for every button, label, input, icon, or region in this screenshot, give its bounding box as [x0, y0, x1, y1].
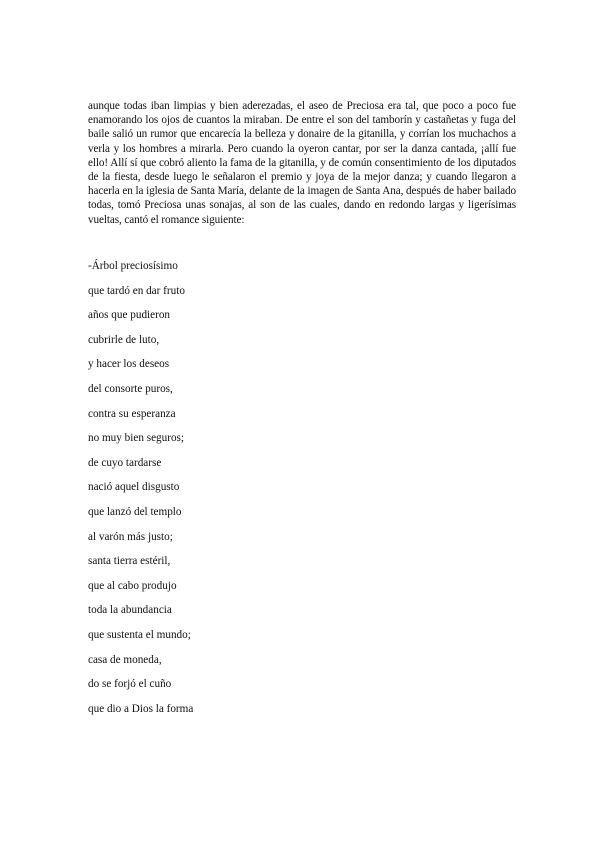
verse-line: casa de moneda, [88, 653, 162, 666]
verse-line: nació aquel disgusto [88, 481, 180, 494]
verse-line: que dio a Dios la forma [88, 702, 194, 715]
verse-line: del consorte puros, [88, 382, 173, 395]
verse-line: y hacer los deseos [88, 358, 170, 371]
verse-line: cubrirle de luto, [88, 333, 160, 346]
verse-line: toda la abundancia [88, 604, 172, 617]
verse-line: no muy bien seguros; [88, 432, 185, 445]
verse-list [88, 259, 193, 726]
verse-line: que al cabo produjo [88, 579, 177, 592]
verse-line: que tardó en dar fruto [88, 284, 185, 297]
verse-line: -Árbol preciosísimo [88, 260, 178, 272]
verse-line: que sustenta el mundo; [88, 628, 191, 641]
verse-line: que lanzó del templo [88, 505, 182, 518]
verse-line: do se forjó el cuño [88, 678, 172, 691]
body-paragraph: aunque todas iban limpias y bien aderezadas, el aseo de Preciosa era tal, que poco a poco fue enamorando los ojos de cuantos la miraban. De entre el son del tamborín y castañetas y fuga del baile salió un rumor que encarecía la belleza y donaire de la gitanilla, y corrían los muchachos a verla y los hombres a mirarla. Pero cuando la oyeron cantar, por ser la danza cantada, ¡allí fue ello! Allí sí que cobró aliento la fama de la gitanilla, y de común consentimiento de los diputados de la fiesta, desde luego le señalaron el premio y joya de la mejor danza; y cuando llegaron a hacerla en la iglesia de Santa María, delante de la imagen de Santa Ana, después de haber bailado todas, tomó Preciosa unas sonajas, al son de las cuales, dando en redondo largas y ligerísimas vueltas, cantó el romance siguiente: [88, 100, 516, 226]
verse-line: santa tierra estéril, [88, 555, 171, 568]
verse-line: contra su esperanza [88, 407, 176, 420]
verse-line: al varón más justo; [88, 530, 173, 543]
verse-line: años que pudieron [88, 309, 171, 322]
verse-line: de cuyo tardarse [88, 456, 162, 469]
